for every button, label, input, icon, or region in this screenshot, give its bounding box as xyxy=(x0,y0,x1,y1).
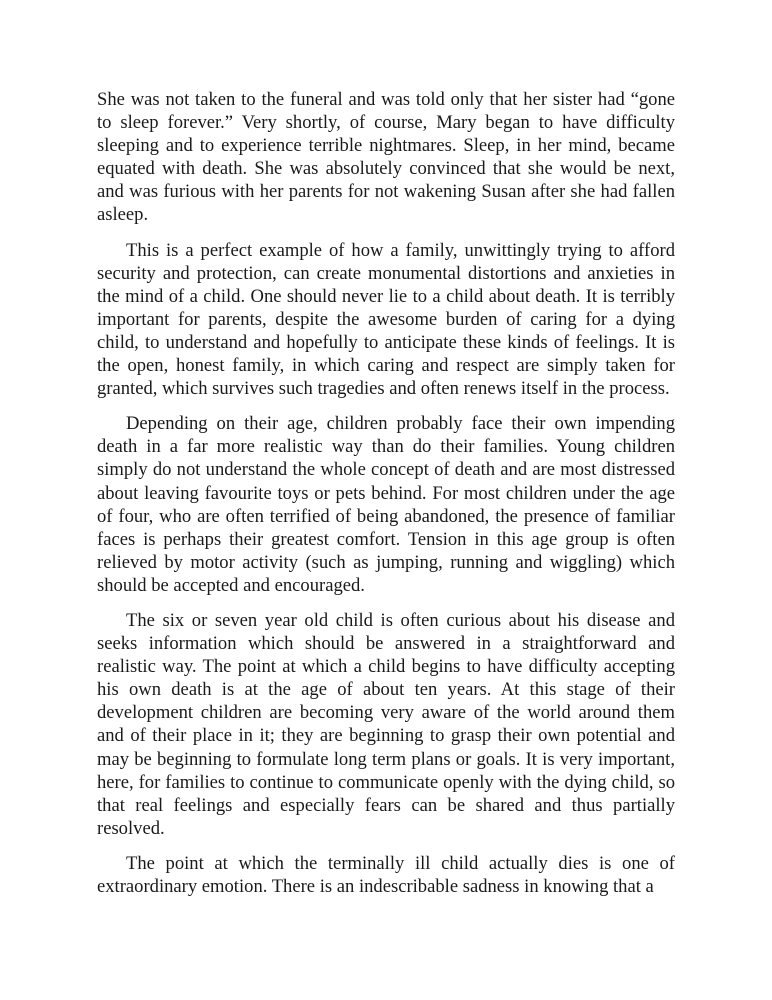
paragraph-3: Depending on their age, children probably face their own impending death in a far more realistic way than do their families. Young children simply do not understand the whole concept of death and are most distressed about leaving favourite toys or pets behind. For most children under the age of four, who are often terrified of being abandoned, the presence of familiar faces is perhaps their greatest comfort. Tension in this age group is often relieved by motor activity (such as jumping, running and wiggling) which should be accepted and encouraged. xyxy=(97,413,675,596)
body-text xyxy=(97,88,675,910)
paragraph-1: She was not taken to the funeral and was told only that her sister had “gone to sleep forever.” Very shortly, of course, Mary began to have difficulty sleeping and to experience terrible nightmares. Sleep, in her mind, became equated with death. She was absolutely convinced that she would be next, and was furious with her parents for not wakening Susan after she had fallen asleep. xyxy=(97,89,675,226)
paragraph-4: The six or seven year old child is often curious about his disease and seeks information which should be answered in a straightforward and realistic way. The point at which a child begins to have difficulty accepting his own death is at the age of about ten years. At this stage of their development children are becoming very aware of the world around them and of their place in it; they are beginning to grasp their own potential and may be beginning to formulate long term plans or goals. It is very important, here, for families to continue to communicate openly with the dying child, so that real feelings and especially fears can be shared and thus partially resolved. xyxy=(97,609,675,839)
paragraph-5: The point at which the terminally ill child actually dies is one of extraordinary emotion. There is an indescribable sadness in knowing that a xyxy=(97,852,675,897)
paragraph-2: This is a perfect example of how a family, unwittingly trying to afford security and protection, can create monumental distortions and anxieties in the mind of a child. One should never lie to a child about death. It is terribly important for parents, despite the awesome burden of caring for a dying child, to understand and hopefully to anticipate these kinds of feelings. It is the open, honest family, in which caring and respect are simply taken for granted, which survives such tragedies and often renews itself in the process. xyxy=(97,239,675,400)
